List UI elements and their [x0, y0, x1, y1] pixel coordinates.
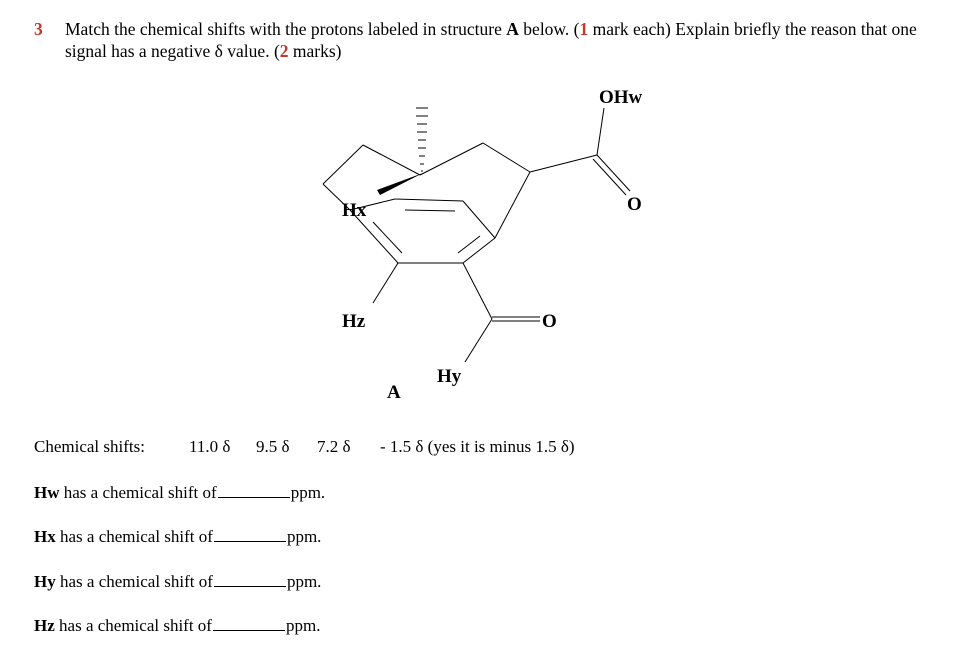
shift-value: - 1.5 δ (yes it is minus 1.5 δ): [380, 437, 575, 456]
answer-unit: ppm.: [285, 616, 321, 635]
answer-text: has a chemical shift of: [63, 483, 217, 502]
answer-blank[interactable]: [218, 483, 290, 498]
mark-value: 1: [579, 19, 589, 39]
wedge-bond: [377, 173, 423, 195]
answer-blank[interactable]: [213, 616, 285, 631]
structure-reference: A: [506, 19, 519, 39]
label-acid-o: O: [627, 194, 642, 215]
question-text-part: marks): [288, 41, 342, 61]
answer-unit: ppm.: [290, 483, 326, 502]
label-ohw: OHw: [599, 87, 643, 108]
mark-value: 2: [279, 41, 289, 61]
question-text-part: Match the chemical shifts with the protons labeled in structure: [65, 19, 507, 39]
answer-text: has a chemical shift of: [59, 572, 213, 591]
shift-value: 7.2 δ: [317, 437, 351, 456]
label-hz: Hz: [342, 311, 366, 332]
answer-line-hz: [34, 616, 320, 636]
answer-blank[interactable]: [214, 527, 286, 542]
question-text-part: below. (: [518, 19, 580, 39]
answer-text: has a chemical shift of: [59, 527, 213, 546]
shift-value: 11.0 δ: [189, 437, 231, 456]
question-number: 3: [34, 19, 43, 39]
label-hy: Hy: [437, 366, 462, 387]
answer-line-hy: [34, 572, 321, 592]
shift-value: 9.5 δ: [256, 437, 290, 456]
answer-line-hw: [34, 483, 325, 503]
label-ketone-o: O: [542, 311, 557, 332]
structure-label-a: A: [387, 382, 401, 403]
hashed-bond: [416, 108, 428, 171]
answer-blank[interactable]: [214, 572, 286, 587]
proton-label: Hy: [34, 572, 56, 591]
label-hx: Hx: [342, 200, 367, 221]
answer-text: has a chemical shift of: [59, 616, 212, 635]
shifts-label: Chemical shifts:: [34, 437, 145, 456]
answer-unit: ppm.: [286, 572, 322, 591]
proton-label: Hw: [34, 483, 60, 502]
proton-label: Hx: [34, 527, 56, 546]
proton-label: Hz: [34, 616, 55, 635]
question-text-part: mark each) Explain briefly the reason that one signal has a negative δ value. (: [65, 19, 917, 61]
bond-lines: [323, 108, 630, 362]
answer-unit: ppm.: [286, 527, 322, 546]
answer-line-hx: [34, 527, 321, 547]
